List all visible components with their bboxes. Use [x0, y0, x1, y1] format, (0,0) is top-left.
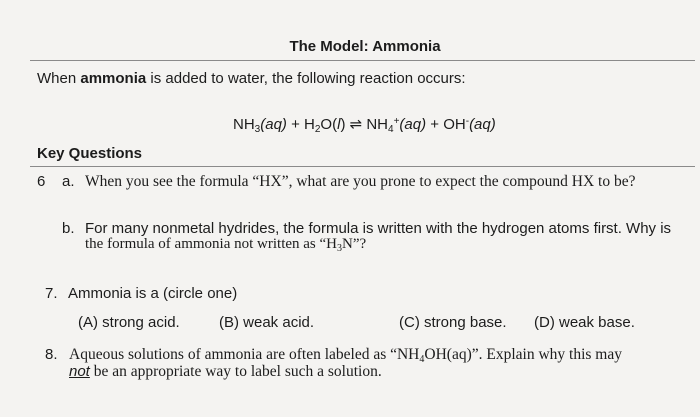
eq-sub-4: 4 — [388, 124, 394, 135]
eq-nh3: NH — [233, 116, 255, 133]
eq-o: O( — [320, 116, 338, 133]
q7-option-d: (D) weak base. — [534, 314, 635, 331]
q6b-text-line1: For many nonmetal hydrides, the formula is written with the hydrogen atoms first. Why is — [85, 220, 672, 237]
q6b-text-line2 — [85, 236, 366, 254]
key-questions-divider — [30, 166, 695, 167]
q6a-text: When you see the formula “HX”, what are you prone to expect the compound HX to be? — [85, 173, 636, 190]
q8-line2-rest: be an appropriate way to label such a solution. — [89, 363, 382, 380]
intro-text — [37, 70, 466, 87]
page-title: The Model: Ammonia — [289, 38, 441, 55]
eq-close: ) — [340, 116, 346, 133]
q6b-line2-pre: the formula of ammonia not written as “H — [85, 236, 338, 252]
q6b-line2-post: N”? — [342, 236, 367, 252]
q8-number: 8. — [45, 346, 58, 363]
intro-suffix: is added to water, the following reaction occurs: — [146, 70, 466, 87]
q6-number: 6 — [37, 173, 46, 190]
eq-aq-3: (aq) — [469, 116, 496, 133]
eq-aq-1: (aq) — [260, 116, 287, 133]
intro-prefix: When — [37, 70, 81, 87]
eq-aq-2: (aq) — [399, 116, 427, 133]
q8-sub-4: 4 — [419, 354, 425, 365]
q7-option-a: (A) strong acid. — [78, 314, 180, 331]
reaction-equation — [233, 115, 496, 135]
eq-liquid: l — [337, 116, 341, 133]
q6b-letter: b. — [62, 220, 75, 237]
q6a-letter: a. — [62, 173, 75, 190]
q8-not-emphasis: not — [69, 363, 90, 380]
q7-option-c: (C) strong base. — [399, 314, 507, 331]
q8-text-line2 — [69, 363, 382, 381]
eq-sup-plus: + — [393, 116, 400, 127]
intro-bold-ammonia: ammonia — [80, 70, 147, 87]
q7-option-b: (B) weak acid. — [219, 314, 315, 331]
eq-nh4: NH — [366, 116, 389, 133]
eq-equilibrium-arrow: ⇌ — [345, 116, 367, 133]
eq-sub-2: 2 — [314, 124, 321, 135]
eq-oh: + OH — [426, 116, 466, 133]
eq-sup-minus: - — [465, 116, 470, 127]
q8-line1-post: OH(aq)”. Explain why this may — [424, 346, 622, 363]
q7-number: 7. — [45, 285, 58, 302]
eq-sub-3: 3 — [254, 124, 261, 135]
q7-text: Ammonia is a (circle one) — [68, 285, 238, 302]
eq-h2o: + H — [286, 116, 315, 133]
q8-line1-pre: Aqueous solutions of ammonia are often labeled as “NH — [69, 346, 420, 363]
q6b-sub-3: 3 — [337, 243, 343, 254]
title-divider — [30, 60, 695, 61]
key-questions-heading: Key Questions — [37, 145, 143, 162]
